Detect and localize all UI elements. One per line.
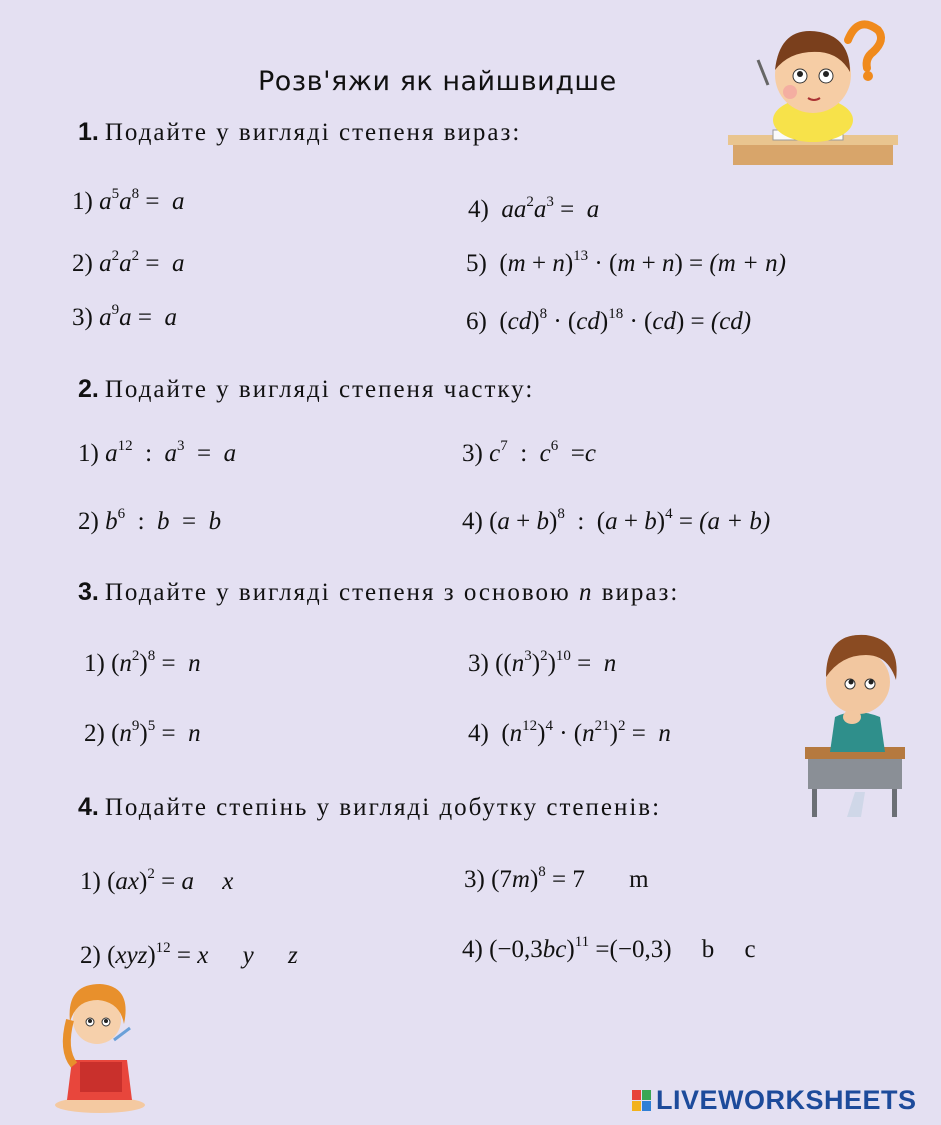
s1-exercise-3: 3) $a^9a = a$ bbox=[72, 302, 177, 331]
exercise-label: 6) bbox=[466, 308, 487, 335]
answer-bases: (−0,3) b c bbox=[609, 936, 756, 963]
thinking-boy-desk-illustration bbox=[800, 622, 915, 822]
section-2-heading bbox=[78, 375, 534, 404]
s1-exercise-6: 6) (cd)$^8$ · (cd)$^{18}$ · (cd) = (cd) bbox=[466, 306, 752, 335]
s4-exercise-1: 1) (ax)$^2$ = a x bbox=[80, 866, 234, 895]
answer-base: n bbox=[188, 720, 201, 747]
s3-exercise-2: 2) $(n^9)^5 = n$ bbox=[84, 718, 201, 747]
s4-exercise-4: 4) $(-0,3bc)^{11} =(-0,3)$ b c bbox=[462, 934, 756, 963]
answer-bases: a x bbox=[181, 868, 234, 895]
answer-bases: 7 m bbox=[572, 866, 649, 893]
s1-exercise-1: 1) $a^5a^8 = a$ bbox=[72, 186, 185, 215]
exercise-label: 3) bbox=[464, 866, 485, 893]
exercise-label: 3) bbox=[72, 304, 93, 331]
exercise-label: 1) bbox=[78, 440, 99, 467]
s1-exercise-5: 5) $(m + n)^{13} \cdot (m + n) = (m + n)$ bbox=[466, 248, 786, 277]
section-1-heading bbox=[78, 118, 521, 147]
answer-base: a bbox=[164, 304, 177, 331]
section-3-heading bbox=[78, 578, 679, 607]
answer-base: a bbox=[223, 440, 237, 467]
s3-exercise-4: 4) $(n^{12})^4 \cdot (n^{21})^2 = n$ bbox=[468, 718, 671, 747]
exercise-label: 4) bbox=[468, 196, 489, 223]
answer-base: (m + n) bbox=[709, 250, 786, 277]
exercise-label: 3) bbox=[468, 650, 489, 677]
s3-exercise-3: 3) $((n^3)^2)^{10} = n$ bbox=[468, 648, 617, 677]
reading-girl-illustration bbox=[52, 980, 152, 1115]
exercise-label: 4) bbox=[468, 720, 489, 747]
section-text: Подайте у вигляді степеня частку: bbox=[104, 376, 535, 403]
thinking-boy-illustration bbox=[728, 10, 898, 185]
exercise-label: 1) bbox=[72, 188, 93, 215]
exercise-label: 4) bbox=[462, 508, 483, 535]
s2-exercise-2: 2) $b^6$ : b = b bbox=[78, 506, 222, 535]
exercise-label: 2) bbox=[80, 942, 101, 969]
section-text: Подайте у вигляді степеня вираз: bbox=[104, 119, 522, 146]
answer-base: n bbox=[603, 650, 617, 677]
exercise-label: 2) bbox=[84, 720, 105, 747]
exercise-label: 1) bbox=[80, 868, 101, 895]
exercise-label: 4) bbox=[462, 936, 483, 963]
exercise-label: 2) bbox=[78, 508, 99, 535]
s2-exercise-3: 3) $c^7$ : $c^6 =c$ bbox=[462, 438, 596, 467]
section-variable: n bbox=[578, 579, 594, 606]
section-number: 1. bbox=[78, 118, 99, 146]
exercise-label: 1) bbox=[84, 650, 105, 677]
section-4-heading bbox=[78, 793, 661, 822]
s3-exercise-1: 1) $(n^2)^8 = n$ bbox=[84, 648, 201, 677]
answer-base: (a + b) bbox=[699, 508, 771, 535]
s4-exercise-3: 3) $(7m)^8 = 7$ m bbox=[464, 864, 649, 893]
liveworksheets-logo bbox=[632, 1085, 917, 1116]
answer-base: n bbox=[188, 650, 201, 677]
section-text-tail: вираз: bbox=[601, 579, 680, 606]
s2-exercise-1: 1) $a^{12}$ : $a^3 = a$ bbox=[78, 438, 237, 467]
s1-exercise-4: 4) $aa^2a^3 = a$ bbox=[468, 194, 600, 223]
liveworksheets-logo-icon bbox=[632, 1090, 652, 1112]
s1-exercise-2: 2) $a^2a^2 = a$ bbox=[72, 248, 185, 277]
s4-exercise-2: 2) (xyz)$^{12}$ = x y z bbox=[80, 940, 298, 969]
answer-base: a bbox=[586, 196, 600, 223]
answer-bases: x y z bbox=[197, 942, 298, 969]
answer-base: a bbox=[171, 250, 185, 277]
section-number: 2. bbox=[78, 375, 99, 403]
s2-exercise-4: 4) $(a + b)^8$ : $(a + b)^4 = (a + b)$ bbox=[462, 506, 771, 535]
exercise-label: 3) bbox=[462, 440, 483, 467]
brand-text: LIVEWORKSHEETS bbox=[656, 1085, 917, 1115]
section-number: 4. bbox=[78, 793, 99, 821]
answer-base: b bbox=[208, 508, 222, 535]
answer-base: a bbox=[171, 188, 185, 215]
section-text: Подайте у вигляді степеня з основою bbox=[104, 579, 571, 606]
page-title: Розв'яжи як найшвидше bbox=[258, 66, 617, 97]
answer-base: n bbox=[658, 720, 671, 747]
answer-base: (cd) bbox=[710, 308, 752, 335]
section-text: Подайте степінь у вигляді добутку степенів: bbox=[104, 794, 662, 821]
exercise-label: 5) bbox=[466, 250, 487, 277]
section-number: 3. bbox=[78, 578, 99, 606]
exercise-label: 2) bbox=[72, 250, 93, 277]
answer-base: c bbox=[584, 440, 596, 467]
